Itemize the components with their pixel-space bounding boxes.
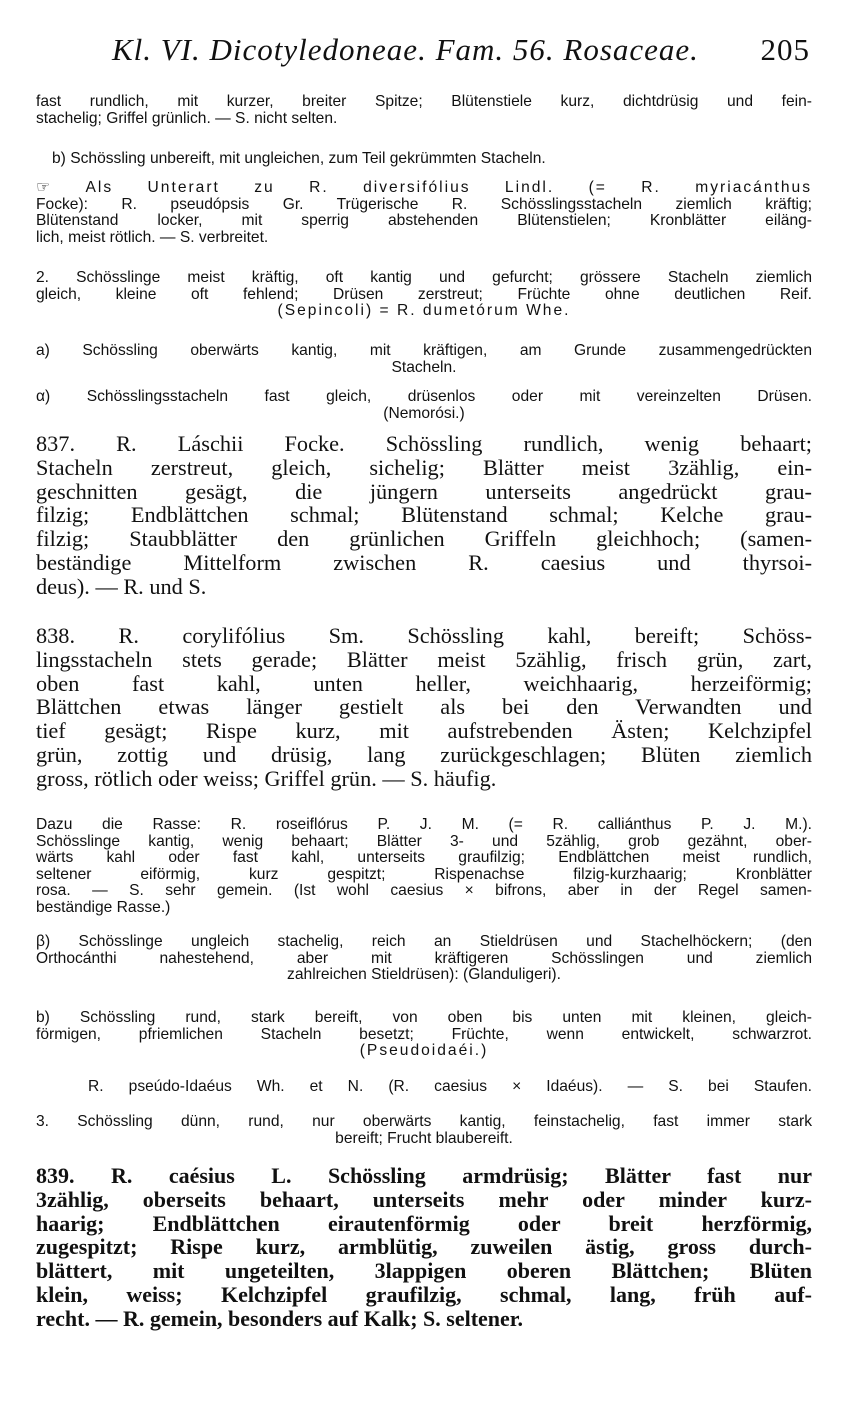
paragraph-b11 <box>36 1010 812 1060</box>
text-line: 839. R. caésius L. Schössling armdrüsig; Blätter fast nur <box>36 1163 812 1188</box>
text-line: α) Schösslingsstacheln fast gleich, drüsenlos oder mit vereinzelten Drüsen. <box>36 388 812 405</box>
text-line: Focke): R. pseudópsis Gr. Trügerische R. Schösslingsstacheln ziemlich kräftig; <box>36 195 812 213</box>
text-line: Dazu die Rasse: R. roseiflórus P. J. M. (= R. calliánthus P. J. M.). <box>36 816 812 833</box>
text-line: zahlreichen Stieldrüsen): (Glanduligeri). <box>287 966 561 983</box>
text-line: beständige Mittelform zwischen R. caesius und thyrsoi- <box>36 549 812 575</box>
paragraph-b12 <box>88 1079 812 1096</box>
text-line: (Nemorósi.) <box>383 404 465 422</box>
text-line: wärts kahl oder fast kahl, unterseits graufilzig; Endblättchen meist rundlich, <box>36 849 812 866</box>
text-line: filzig; Endblättchen schmal; Blütenstand schmal; Kelche grau- <box>36 502 812 528</box>
text-line: 2. Schösslinge meist kräftig, oft kantig und gefurcht; grössere Stacheln ziemlich <box>36 269 812 286</box>
text-line: gleich, kleine oft fehlend; Drüsen zerstreut; Früchte ohne deutlichen Reif. <box>36 285 812 303</box>
paragraph-b3 <box>36 180 812 246</box>
page-number: 205 <box>760 32 810 67</box>
paragraph-b2 <box>52 151 812 168</box>
text-line: seltener eiförmig, kurz gespitzt; Rispenachse filzig-kurzhaarig; Kronblätter <box>36 865 812 883</box>
text-line: geschnitten gesägt, die jüngern unterseits angedrückt grau- <box>36 478 812 504</box>
text-line: gross, rötlich oder weiss; Griffel grün. — S. häufig. <box>36 765 497 791</box>
text-line: b) Schössling unbereift, mit ungleichen, zum Teil gekrümmten Stacheln. <box>52 150 546 167</box>
text-line: filzig; Staubblätter den grünlichen Griffeln gleichhoch; (samen- <box>36 526 812 552</box>
text-line: tief gesägt; Rispe kurz, mit aufstrebenden Ästen; Kelchzipfel <box>36 718 812 744</box>
text-line: ☞ Als Unterart zu R. diversifólius Lindl. (= R. myriacánthus <box>36 179 812 196</box>
text-line: grün, zottig und drüsig, lang zurückgeschlagen; Blüten ziemlich <box>36 741 812 767</box>
text-line: Stacheln zerstreut, gleich, sichelig; Blätter meist 3zählig, ein- <box>36 454 812 480</box>
entry-838 <box>36 624 812 791</box>
text-line: Orthocánthi nahestehend, aber mit kräftigeren Schösslingen und ziemlich <box>36 949 812 967</box>
text-line: Blütenstand locker, mit sperrig abstehenden Blütenstielen; Kronblätter eiläng- <box>36 212 812 229</box>
text-line: bereift; Frucht blaubereift. <box>335 1129 513 1147</box>
text-line: recht. — R. gemein, besonders auf Kalk; S. seltener. <box>36 1305 524 1331</box>
text-line: 3. Schössling dünn, rund, nur oberwärts kantig, feinstachelig, fast immer stark <box>36 1113 812 1130</box>
text-line: oben fast kahl, unten heller, weichhaarig, herzeiförmig; <box>36 670 812 696</box>
entry-839 <box>36 1164 812 1331</box>
paragraph-b5 <box>36 343 812 376</box>
paragraph-b6 <box>36 389 812 422</box>
text-line: lingsstacheln stets gerade; Blätter meist 5zählig, frisch grün, zart, <box>36 646 812 672</box>
text-line: haarig; Endblättchen eirautenförmig oder breit herzförmig, <box>36 1210 812 1236</box>
text-line: a) Schössling oberwärts kantig, mit kräftigen, am Grunde zusammengedrückten <box>36 342 812 359</box>
text-line: R. pseúdo-Idaéus Wh. et N. (R. caesius × Idaéus). — S. bei Staufen. <box>88 1078 812 1095</box>
text-line: beständige Rasse.) <box>36 898 171 916</box>
text-line: blättert, mit ungeteilten, 3lappigen oberen Blättchen; Blüten <box>36 1258 812 1284</box>
running-title: Kl. VI. Dicotyledoneae. Fam. 56. Rosaceae. <box>112 32 699 67</box>
paragraph-b9 <box>36 817 812 916</box>
text-line: rosa. — S. sehr gemein. (Ist wohl caesius × bifrons, aber in der Regel samen- <box>36 882 812 899</box>
text-line: Stacheln. <box>391 358 457 376</box>
text-line: 838. R. corylifólius Sm. Schössling kahl, bereift; Schöss- <box>36 623 812 648</box>
text-line: β) Schösslinge ungleich stachelig, reich an Stieldrüsen und Stachelhöckern; (den <box>36 933 812 950</box>
paragraph-b10 <box>36 934 812 984</box>
text-line: klein, weiss; Kelchzipfel graufilzig, schmal, lang, früh auf- <box>36 1281 812 1307</box>
text-line: 837. R. Láschii Focke. Schössling rundlich, wenig behaart; <box>36 431 812 456</box>
text-line: (Sepincoli) = R. dumetórum Whe. <box>277 302 571 319</box>
paragraph-b13 <box>36 1114 812 1147</box>
text-line: Blättchen etwas länger gestielt als bei den Verwandten und <box>36 694 812 720</box>
text-line: Schösslinge kantig, wenig behaart; Blätter 3- und 5zählig, grob gezähnt, ober- <box>36 832 812 850</box>
text-line: (Pseudoidaéi.) <box>359 1042 489 1059</box>
text-line: deus). — R. und S. <box>36 573 207 599</box>
text-line: zugespitzt; Rispe kurz, armblütig, zuweilen ästig, gross durch- <box>36 1234 812 1260</box>
paragraph-b4 <box>36 270 812 320</box>
text-line: förmigen, pfriemlichen Stacheln besetzt; Früchte, wenn entwickelt, schwarzrot. <box>36 1025 812 1043</box>
text-line: b) Schössling rund, stark bereift, von oben bis unten mit kleinen, gleich- <box>36 1009 812 1026</box>
running-header <box>0 32 850 72</box>
text-line: lich, meist rötlich. — S. verbreitet. <box>36 228 269 246</box>
text-line: fast rundlich, mit kurzer, breiter Spitze; Blütenstiele kurz, dichtdrüsig und fein- <box>36 93 812 110</box>
entry-837 <box>36 432 812 599</box>
text-line: stachelig; Griffel grünlich. — S. nicht selten. <box>36 109 338 127</box>
paragraph-b1 <box>36 94 812 127</box>
text-line: 3zählig, oberseits behaart, unterseits mehr oder minder kurz- <box>36 1186 812 1212</box>
